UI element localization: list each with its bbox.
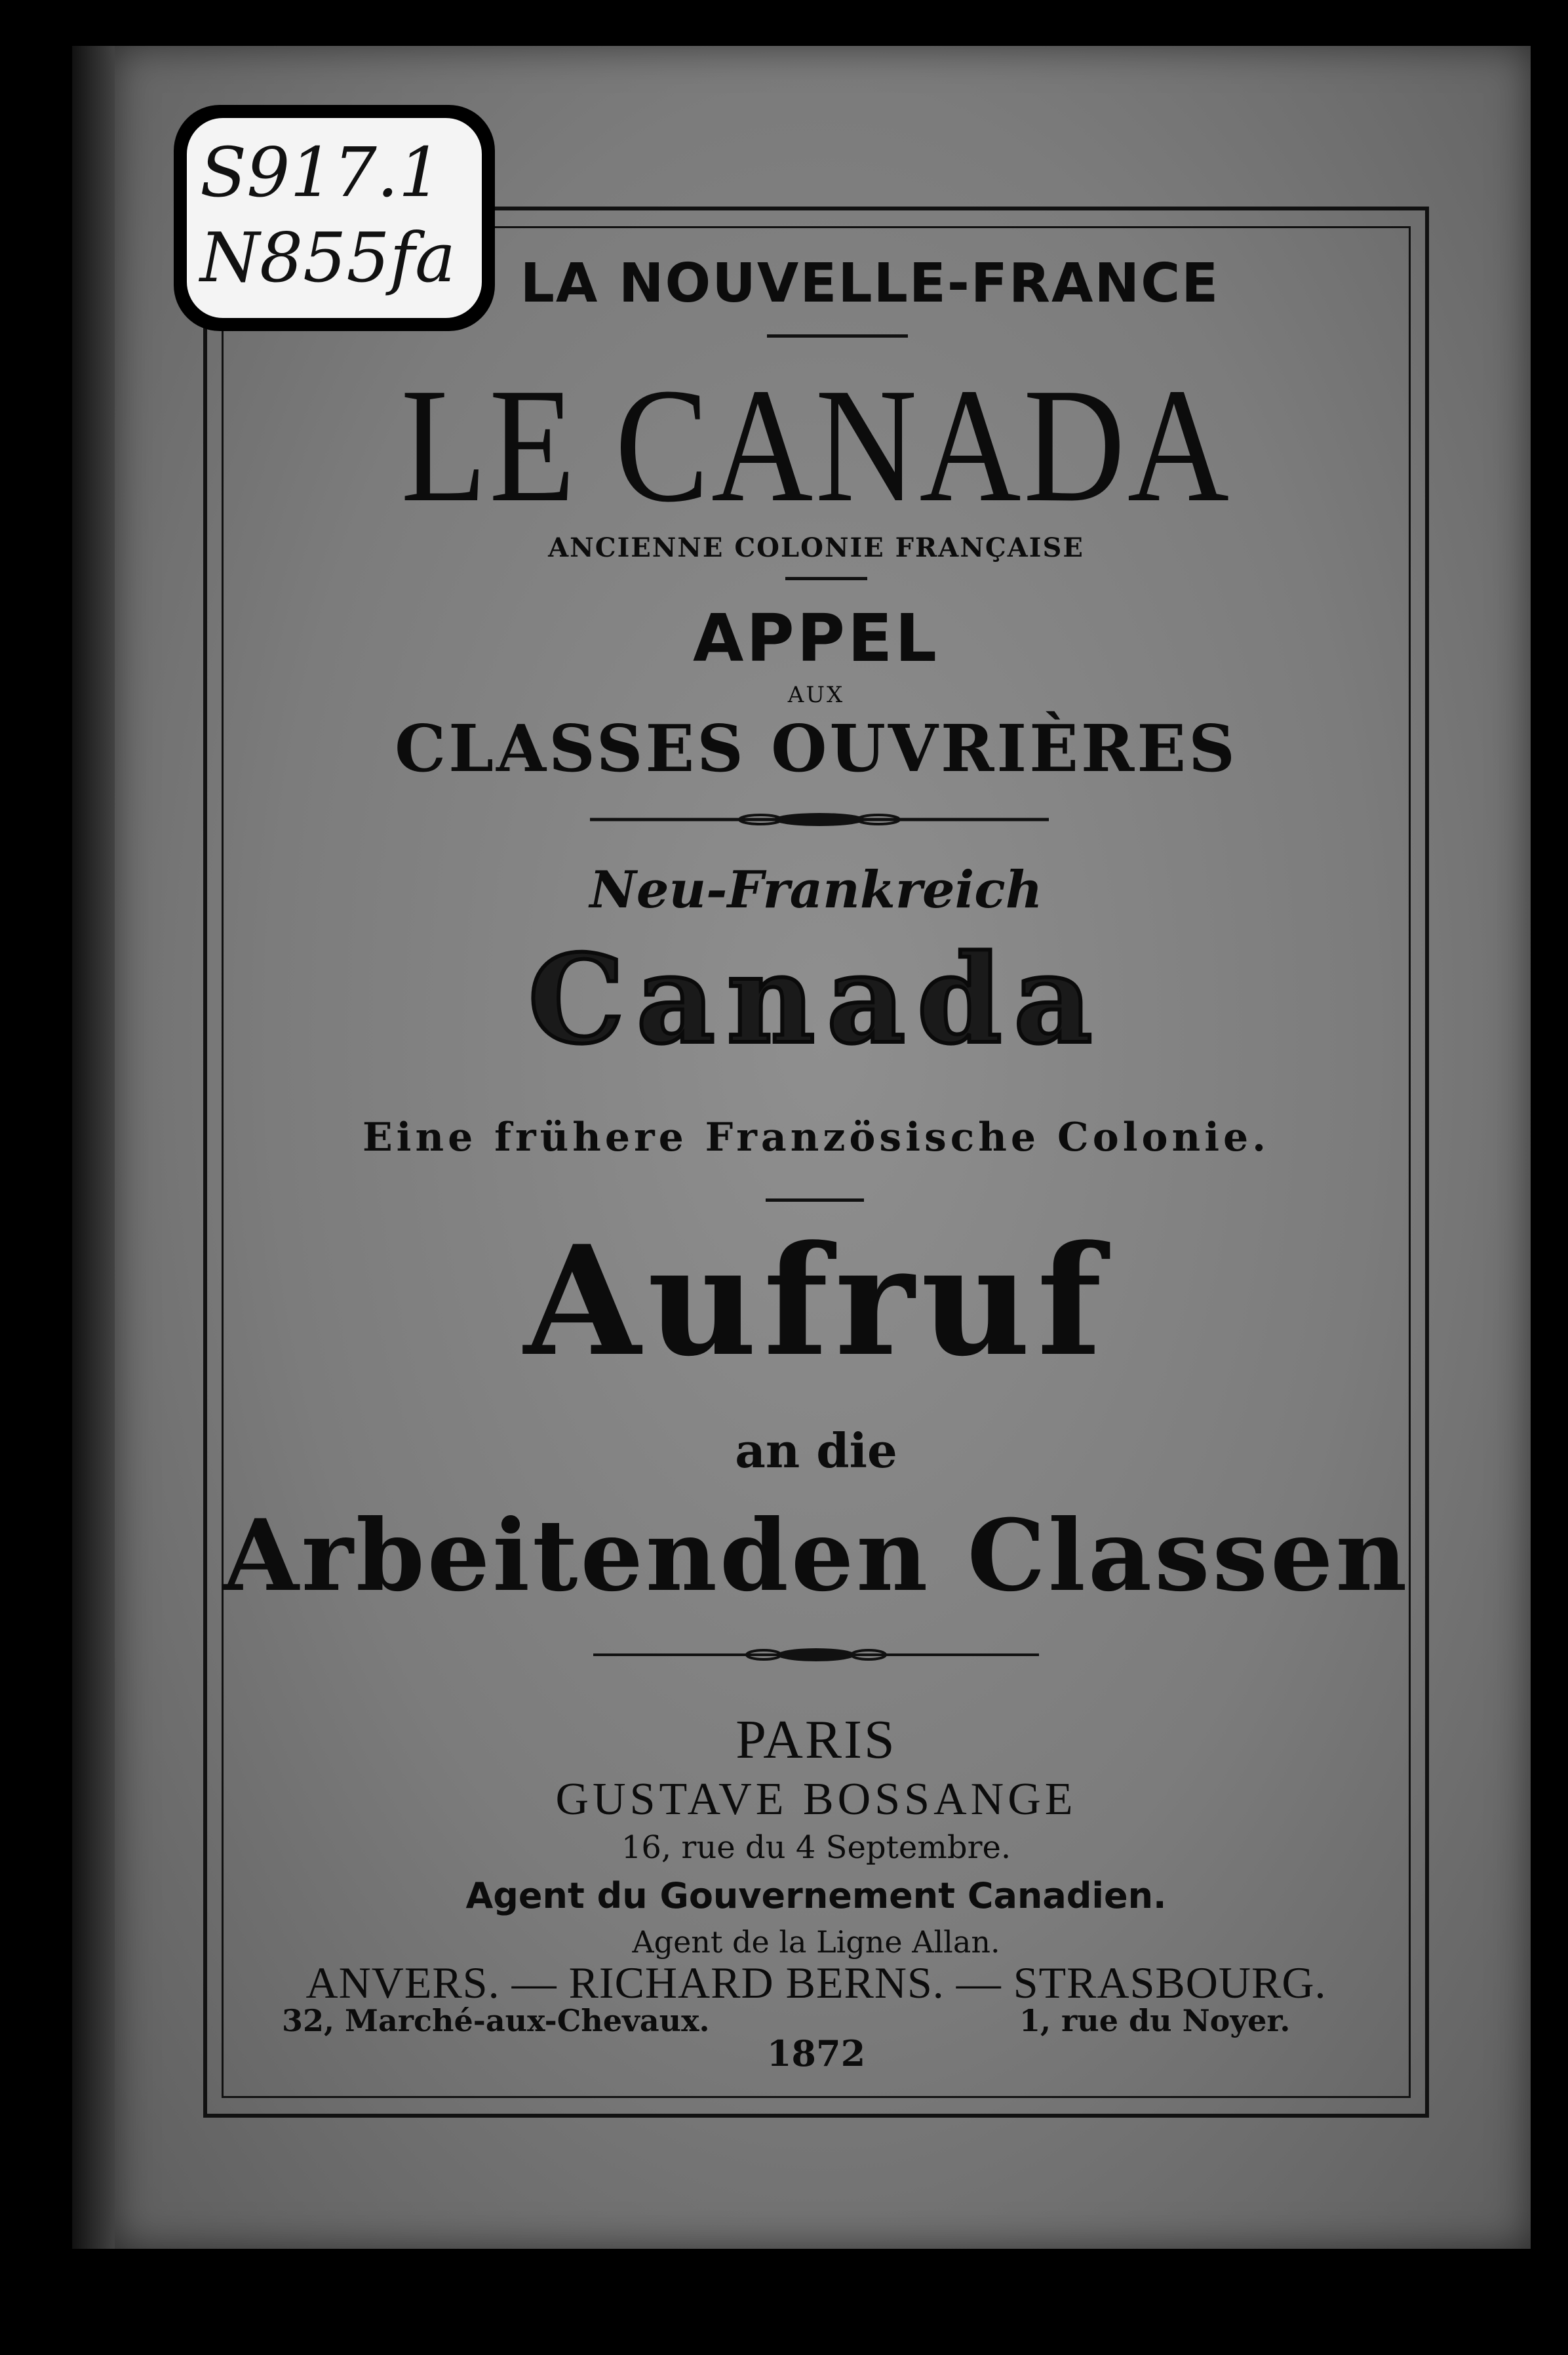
call-number-line-1: S917.1 (200, 132, 442, 212)
aux-word: AUX (787, 682, 845, 708)
series-title-de: Neu-Frankreich (589, 860, 1043, 920)
ornamental-divider-1 (590, 810, 1049, 829)
audience-fr: CLASSES OUVRIÈRES (395, 711, 1238, 787)
subtitle-de: Eine frühere Französische Colonie. (362, 1115, 1270, 1160)
call-number-line-2: N855fa (200, 218, 456, 298)
divider-rule-3 (766, 1198, 864, 1202)
imprint-city: PARIS (735, 1709, 897, 1770)
main-title-fr: LE CANADA (401, 355, 1232, 536)
subtitle-fr: ANCIENNE COLONIE FRANÇAISE (548, 532, 1084, 563)
divider-rule-1 (767, 334, 908, 338)
audience-de: Arbeitenden Classen (222, 1498, 1410, 1613)
appeal-heading-de: Aufruf (524, 1213, 1108, 1390)
appeal-heading-fr: APPEL (692, 600, 939, 677)
imprint-publisher: GUSTAVE BOSSANGE (555, 1774, 1077, 1825)
an-die-words: an die (735, 1423, 897, 1478)
imprint-agent-government: Agent du Gouvernement Canadien. (465, 1875, 1167, 1916)
divider-rule-2 (785, 577, 867, 580)
main-title-de: Canada (528, 928, 1105, 1071)
imprint-publisher-address: 16, rue du 4 Septembre. (621, 1829, 1011, 1866)
imprint-agent-line: Agent de la Ligne Allan. (632, 1924, 1000, 1960)
imprint-address-left: 32, Marché-aux-Chevaux. (282, 2003, 710, 2038)
imprint-address-right: 1, rue du Noyer. (1019, 2003, 1291, 2038)
imprint-year: 1872 (766, 2032, 866, 2074)
ornamental-divider-2 (593, 1646, 1039, 1664)
imprint-agents: ANVERS. — RICHARD BERNS. — STRASBOURG. (305, 1958, 1327, 2008)
series-title-fr: LA NOUVELLE-FRANCE (520, 252, 1220, 315)
